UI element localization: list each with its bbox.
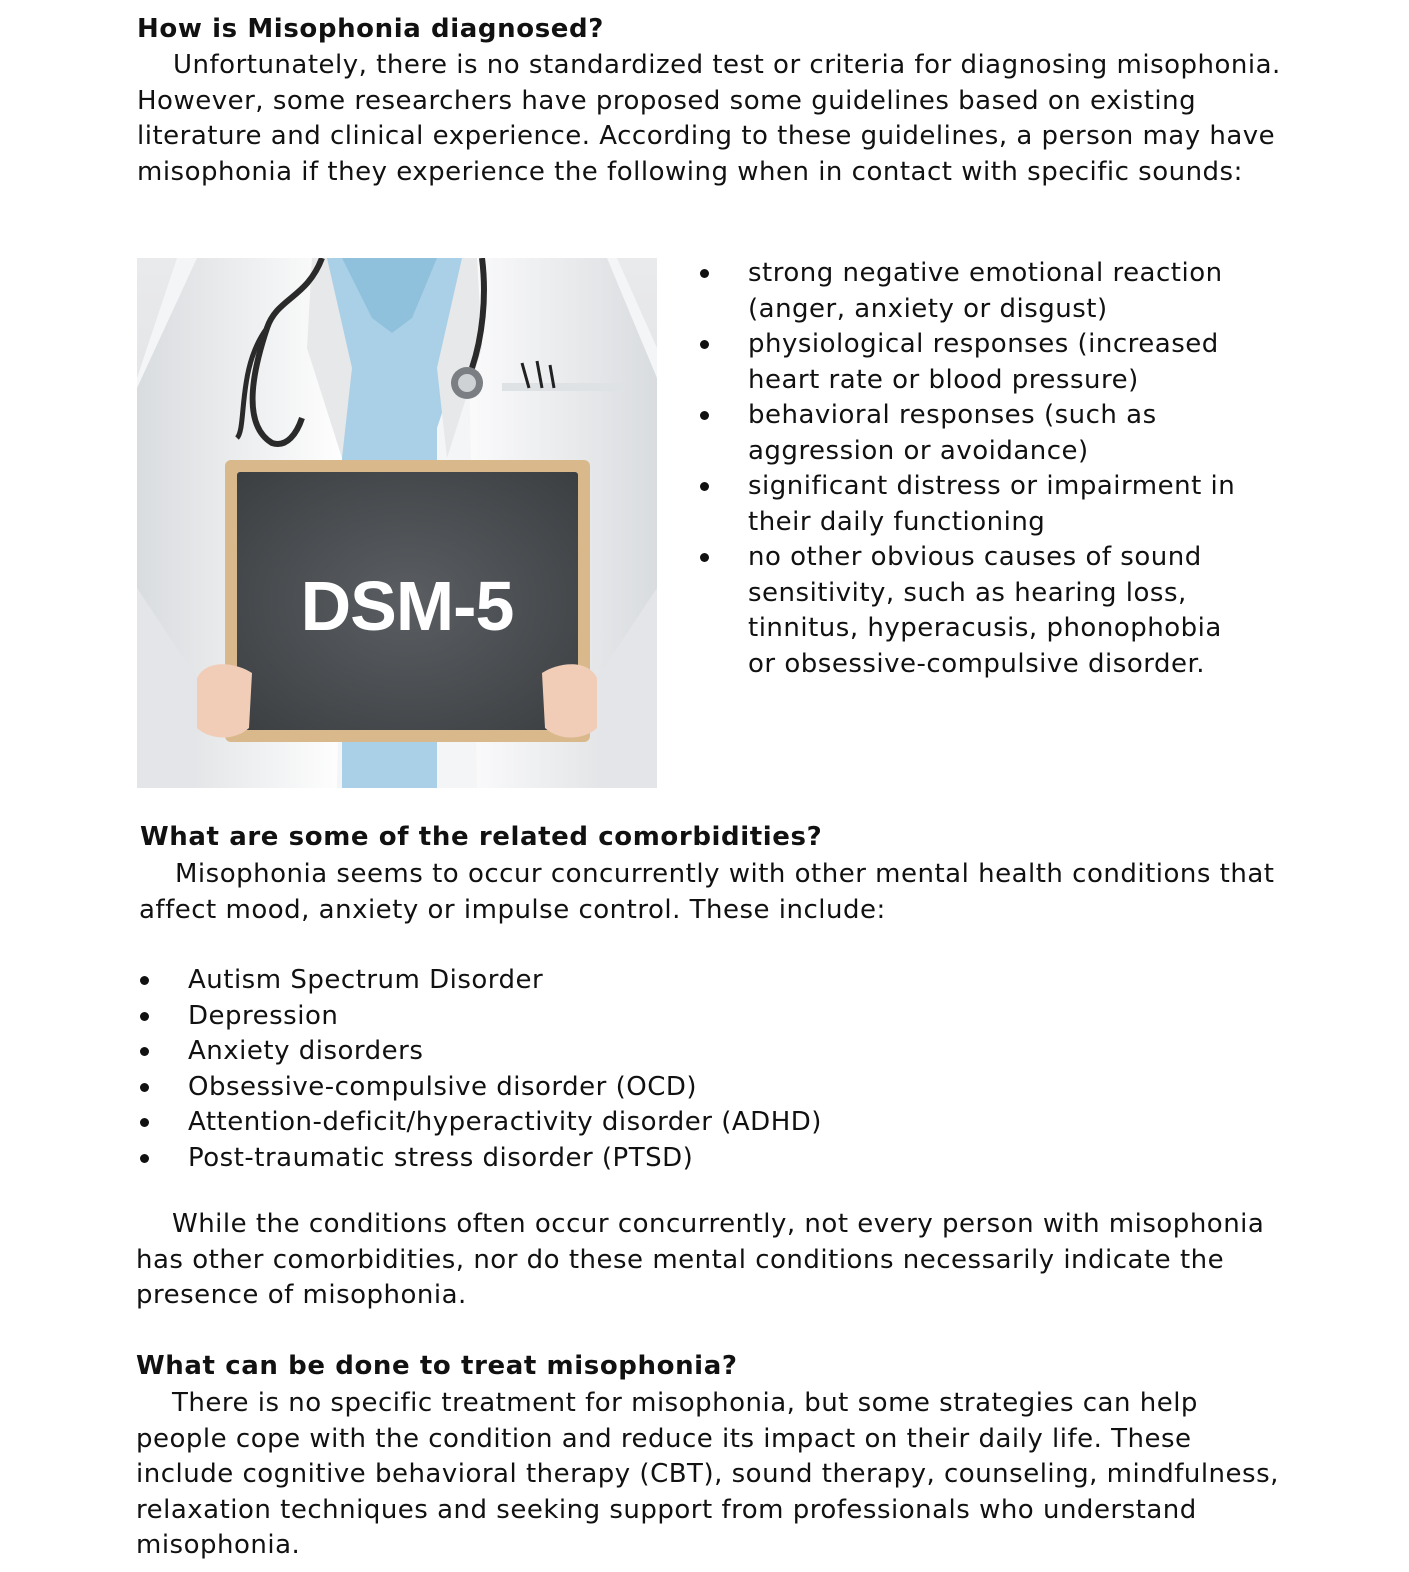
- comorbidities-list: [138, 963, 1038, 1176]
- comorbidities-closing-paragraph: While the conditions often occur concurrently, not every person with misophonia has other comorbidities, nor do these mental conditions necessarily indicate the presence of misophonia.: [136, 1209, 1265, 1310]
- list-item: physiological responses (increased heart rate or blood pressure): [698, 327, 1258, 398]
- treatment-paragraph: There is no specific treatment for misophonia, but some strategies can help people cope with the condition and reduce its impact on their daily life. These include cognitive behavioral therapy (CBT), sound therapy, counseling, mindfulness, relaxation techniques and seeking support from professionals who understand misophonia.: [136, 1388, 1279, 1560]
- list-item: Obsessive-compulsive disorder (OCD): [138, 1070, 1038, 1106]
- list-item: behavioral responses (such as aggression or avoidance): [698, 398, 1258, 469]
- comorbidities-paragraph: Misophonia seems to occur concurrently with other mental health conditions that affect mood, anxiety or impulse control. These include:: [139, 859, 1275, 925]
- sign-text: DSM-5: [300, 567, 514, 645]
- comorbidities-heading: What are some of the related comorbidities?: [140, 822, 823, 852]
- list-item: no other obvious causes of sound sensitivity, such as hearing loss, tinnitus, hyperacusis, phonophobia or obsessive-compulsive disorder.: [698, 540, 1258, 682]
- list-item: strong negative emotional reaction (anger, anxiety or disgust): [698, 256, 1258, 327]
- list-item: Anxiety disorders: [138, 1034, 1038, 1070]
- treatment-heading: What can be done to treat misophonia?: [136, 1351, 738, 1381]
- list-item: Autism Spectrum Disorder: [138, 963, 1038, 999]
- list-item: Attention-deficit/hyperactivity disorder (ADHD): [138, 1105, 1038, 1141]
- doctor-dsm5-photo: [137, 258, 657, 788]
- diagnosis-criteria-list: [698, 256, 1258, 682]
- list-item: Post-traumatic stress disorder (PTSD): [138, 1141, 1038, 1177]
- diagnosis-heading: How is Misophonia diagnosed?: [137, 14, 604, 44]
- list-item: significant distress or impairment in their daily functioning: [698, 469, 1258, 540]
- diagnosis-paragraph: Unfortunately, there is no standardized test or criteria for diagnosing misophonia. However, some researchers have proposed some guidelines based on existing literature and clinical experience. According to these guidelines, a person may have misophonia if they experience the following when in contact with specific sounds:: [137, 50, 1281, 187]
- list-item: Depression: [138, 999, 1038, 1035]
